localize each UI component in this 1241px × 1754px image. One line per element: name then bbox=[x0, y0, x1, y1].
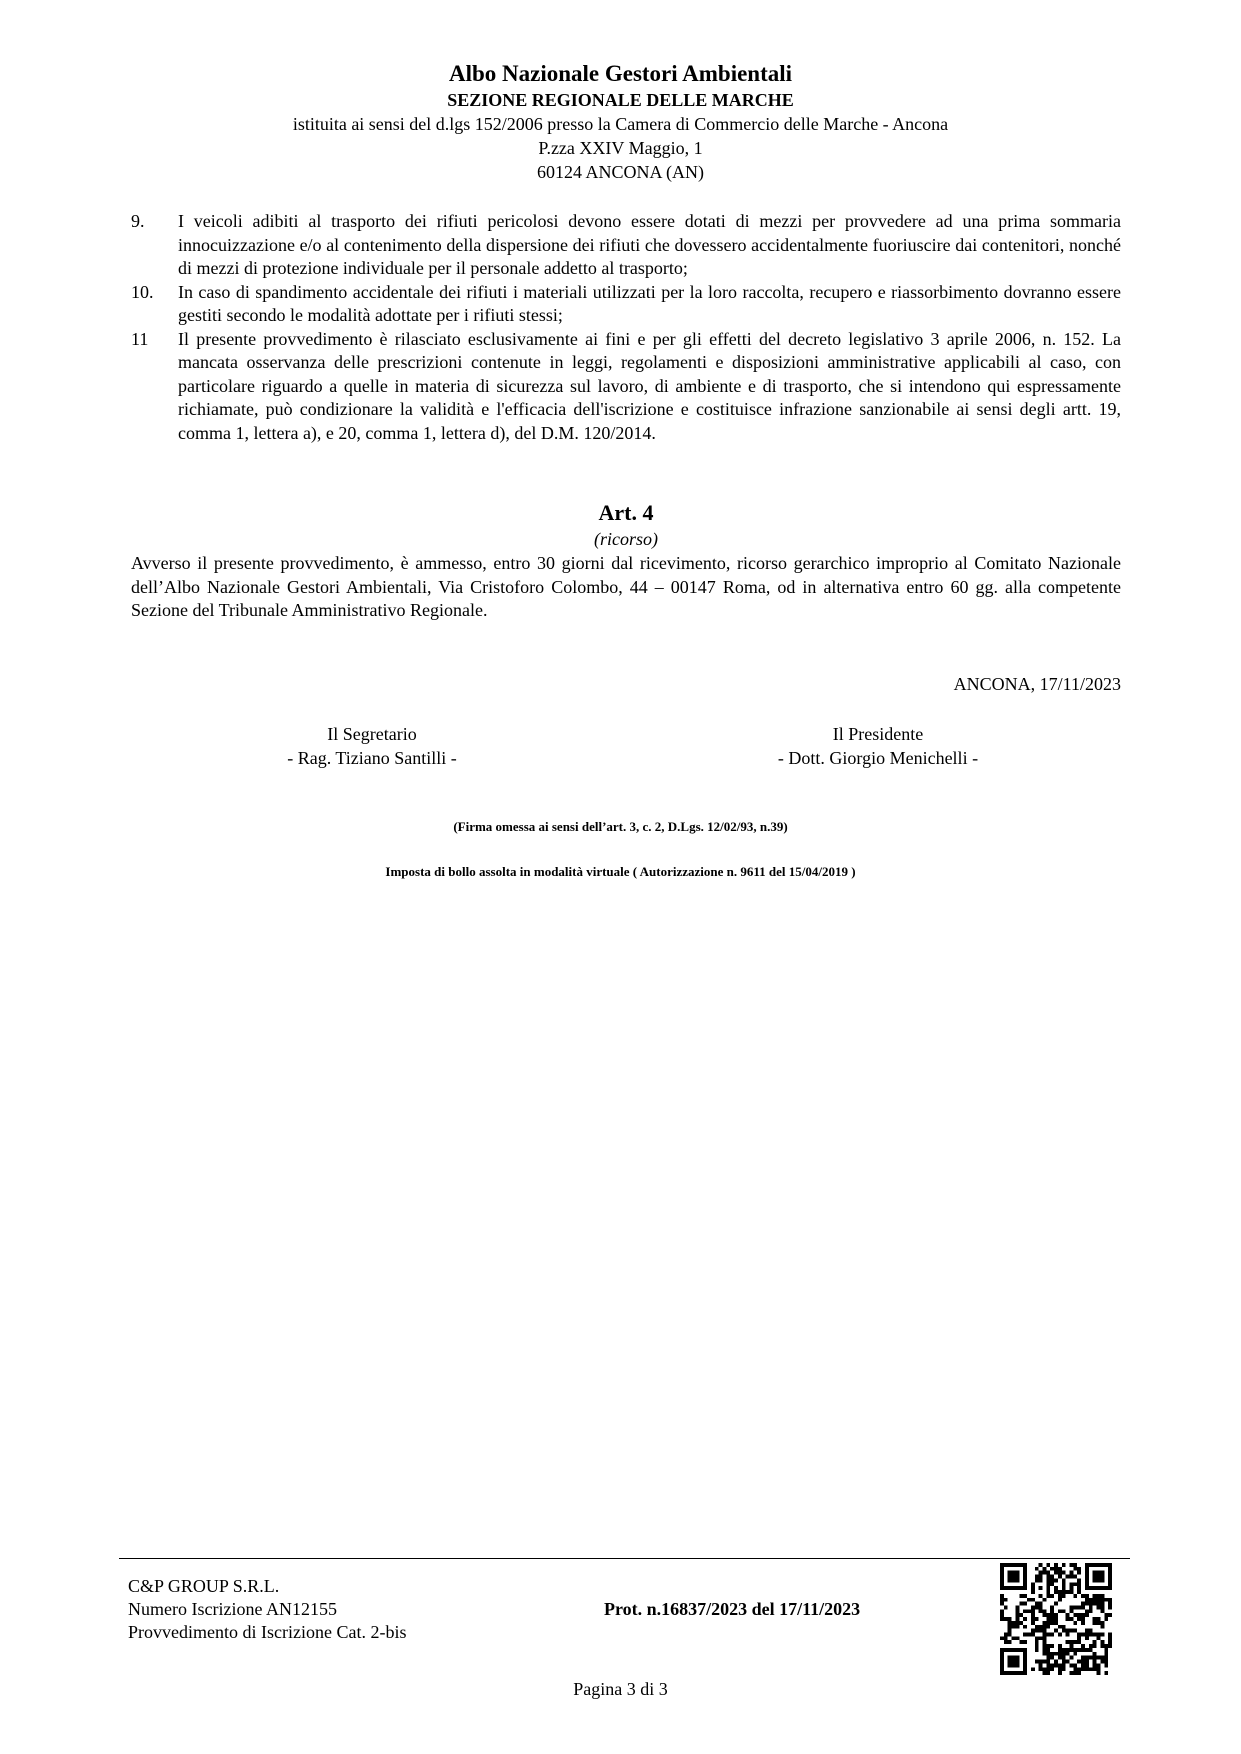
list-item-text: I veicoli adibiti al trasporto dei rifiuti pericolosi devono essere dotati di mezzi per provvedere ad una prima sommaria innocuizzazione e/o al contenimento della dispersione dei rifiuti che dovessero accidentalmente fuoriuscire dai contenitori, nonché di mezzi di protezione individuale per il personale addetto al trasporto; bbox=[178, 211, 1121, 278]
article-4 bbox=[131, 498, 1121, 623]
list-item bbox=[131, 328, 1121, 446]
list-item-text: In caso di spandimento accidentale dei rifiuti i materiali utilizzati per la loro raccolta, recupero e riassorbimento dovranno essere gestiti secondo le modalità adottate per i rifiuti stessi; bbox=[178, 281, 1121, 325]
organization-name: Albo Nazionale Gestori Ambientali bbox=[448, 61, 793, 86]
city-line: 60124 ANCONA (AN) bbox=[536, 162, 704, 182]
list-item bbox=[131, 210, 1121, 281]
signature-name: - Rag. Tiziano Santilli - bbox=[287, 748, 457, 768]
footer-company: C&P GROUP S.R.L. bbox=[128, 1576, 280, 1596]
signature-omitted-note: (Firma omessa ai sensi dell’art. 3, c. 2, D.Lgs. 12/02/93, n.39) bbox=[453, 819, 788, 834]
list-item-number: 10. bbox=[131, 281, 154, 302]
footer-measure: Provvedimento di Iscrizione Cat. 2-bis bbox=[128, 1622, 407, 1642]
footer-company-info bbox=[128, 1575, 406, 1644]
signature-role: Il Segretario bbox=[327, 724, 417, 744]
place-date: ANCONA, 17/11/2023 bbox=[953, 674, 1121, 694]
article-body: Avverso il presente provvedimento, è ammesso, entro 30 giorni dal ricevimento, ricorso gerarchico improprio al Comitato Nazionale dell’Albo Nazionale Gestori Ambientali, Via Cristoforo Colombo, 44 – 00147 Roma, od in alternativa entro 60 gg. alla competente Sezione del Tribunale Amministrativo Regionale. bbox=[131, 553, 1121, 620]
footer-protocol: Prot. n.16837/2023 del 17/11/2023 bbox=[604, 1599, 861, 1619]
footer-registration: Numero Iscrizione AN12155 bbox=[128, 1599, 337, 1619]
list-item-text: Il presente provvedimento è rilasciato esclusivamente ai fini e per gli effetti del decreto legislativo 3 aprile 2006, n. 152. La mancata osservanza delle prescrizioni contenute in leggi, regolamenti e disposizioni amministrative applicabili al caso, con particolare riguardo a quelle in materia di sicurezza sul lavoro, di ambiente e di trasporto, che si intendono qui espressamente richiamate, può condizionare la validità e l'efficacia dell'iscrizione e costituisce infrazione sanzionabile ai sensi degli artt. 19, comma 1, lettera a), e 20, comma 1, lettera d), del D.M. 120/2014. bbox=[178, 328, 1121, 443]
list-item bbox=[131, 281, 1121, 328]
establishment-line: istituita ai sensi del d.lgs 152/2006 presso la Camera di Commercio delle Marche - Ancona bbox=[292, 114, 949, 134]
prescriptions-list bbox=[131, 210, 1121, 445]
footer-divider bbox=[119, 1558, 1130, 1559]
article-subtitle: (ricorso) bbox=[594, 529, 658, 549]
signature-president bbox=[668, 722, 1088, 770]
signature-role: Il Presidente bbox=[832, 724, 924, 744]
regional-section: SEZIONE REGIONALE DELLE MARCHE bbox=[447, 90, 794, 110]
list-item-number: 11 bbox=[131, 328, 149, 349]
article-title: Art. 4 bbox=[598, 500, 654, 525]
list-item-number: 9. bbox=[131, 211, 145, 231]
signature-name: - Dott. Giorgio Menichelli - bbox=[777, 748, 979, 768]
page-number: Pagina 3 di 3 bbox=[573, 1679, 668, 1699]
letterhead bbox=[0, 60, 1241, 184]
qr-code-icon bbox=[1000, 1563, 1112, 1675]
stamp-duty-note: Imposta di bollo assolta in modalità virtuale ( Autorizzazione n. 9611 del 15/04/2019 ) bbox=[385, 864, 856, 879]
address-line: P.zza XXIV Maggio, 1 bbox=[538, 138, 703, 158]
signature-secretary bbox=[162, 722, 582, 770]
